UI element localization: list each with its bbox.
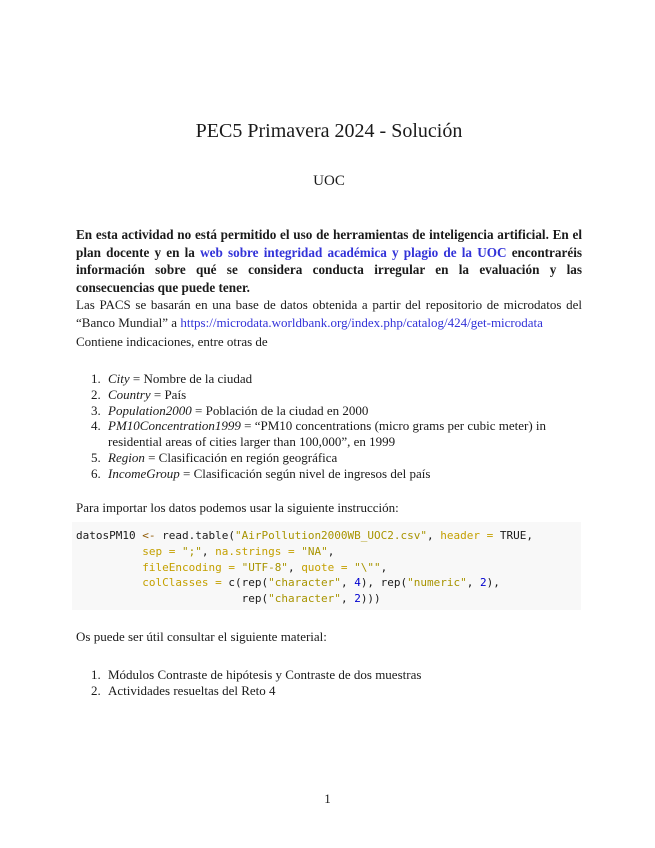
code-token: quote = bbox=[301, 560, 348, 574]
notice-text-before: En esta actividad no está permitido el uso de herramientas de inteligencia artificial. En el plan docente y en la bbox=[76, 227, 582, 260]
code-token: "NA" bbox=[294, 544, 328, 558]
list-number: 4. bbox=[91, 418, 101, 434]
list-number: 1. bbox=[91, 371, 101, 386]
code-token: c(rep( bbox=[221, 576, 269, 590]
code-token: na.strings = bbox=[215, 544, 295, 558]
variable-name: Population2000 bbox=[108, 402, 192, 418]
code-token: , bbox=[340, 592, 355, 606]
variable-name: City bbox=[108, 371, 130, 386]
page-number: 1 bbox=[324, 791, 331, 806]
list-item bbox=[76, 450, 582, 466]
variable-desc: = Nombre de la ciudad bbox=[129, 371, 253, 386]
code-token: read.table( bbox=[162, 529, 235, 542]
code-token bbox=[76, 576, 142, 589]
variable-name: Region bbox=[108, 449, 145, 465]
data-source-text: Las PACS se basarán en una base de datos obtenida a partir del repositorio de microdatos del “Banco Mundial” a bbox=[76, 297, 582, 330]
import-intro: Para importar los datos podemos usar la siguiente instrucción: bbox=[76, 500, 399, 515]
code-token bbox=[76, 592, 242, 605]
integrity-notice bbox=[76, 226, 582, 296]
integrity-link[interactable]: web sobre integridad académica y plagio de la UOC bbox=[200, 244, 507, 260]
code-token: "character" bbox=[268, 576, 341, 590]
code-token bbox=[76, 561, 142, 574]
variable-desc: = Clasificación en región geográfica bbox=[144, 449, 338, 465]
variable-desc: = Población de la ciudad en 2000 bbox=[191, 402, 369, 418]
code-token: 2 bbox=[480, 576, 487, 590]
code-token: fileEncoding = bbox=[142, 560, 235, 574]
list-item bbox=[76, 466, 582, 482]
code-token: 4 bbox=[354, 576, 361, 590]
list-item bbox=[76, 683, 582, 699]
code-token: "UTF-8" bbox=[234, 560, 288, 574]
worldbank-link[interactable]: https://microdata.worldbank.org/index.php/catalog/424/get-microdata bbox=[180, 314, 543, 330]
code-token: <- bbox=[135, 529, 163, 542]
code-token: ";" bbox=[175, 544, 202, 558]
notice-text-after: encontraréis información sobre qué se considera conducta irregular en la evaluación y las consecuencias que puede tener. bbox=[76, 244, 583, 295]
code-token: "character" bbox=[268, 592, 341, 606]
code-token: ), rep( bbox=[360, 576, 408, 590]
variable-desc: = País bbox=[150, 386, 187, 402]
list-item bbox=[76, 403, 582, 419]
list-number: 3. bbox=[91, 402, 101, 418]
code-token: "\"" bbox=[347, 560, 381, 574]
code-token: TRUE, bbox=[493, 529, 534, 542]
variable-name: IncomeGroup bbox=[108, 465, 180, 481]
code-block bbox=[72, 522, 581, 610]
code-token: ), bbox=[486, 576, 500, 590]
list-number: 6. bbox=[91, 465, 101, 481]
code-token: sep = bbox=[142, 544, 176, 558]
data-source-paragraph bbox=[76, 296, 582, 331]
code-token bbox=[76, 545, 142, 558]
code-token: , bbox=[287, 560, 302, 574]
variable-desc: = “PM10 concentrations (micro grams per cubic meter) in residential areas of cities larger than 100,000”, en 1999 bbox=[108, 418, 547, 450]
code-token: , bbox=[340, 576, 355, 590]
variables-list bbox=[76, 371, 582, 482]
code-token: ))) bbox=[360, 592, 381, 606]
list-item bbox=[76, 371, 582, 387]
list-number: 2. bbox=[91, 386, 101, 402]
list-number: 5. bbox=[91, 449, 101, 465]
variable-name: Country bbox=[108, 386, 151, 402]
code-token: "numeric" bbox=[407, 576, 467, 590]
code-token: colClasses = bbox=[142, 576, 222, 590]
material-text: Módulos Contraste de hipótesis y Contraste de dos muestras bbox=[108, 667, 422, 682]
code-token: 2 bbox=[354, 592, 361, 606]
code-token: rep( bbox=[241, 592, 269, 606]
list-item bbox=[76, 667, 582, 683]
code-token: , bbox=[327, 544, 335, 558]
code-token: , bbox=[201, 544, 216, 558]
materials-intro: Os puede ser útil consultar el siguiente material: bbox=[76, 629, 327, 644]
document-title: PEC5 Primavera 2024 - Solución bbox=[195, 120, 463, 142]
list-item bbox=[76, 387, 582, 403]
code-token: , bbox=[380, 560, 388, 574]
code-token: "AirPollution2000WB_UOC2.csv" bbox=[234, 529, 428, 542]
code-token: , bbox=[466, 576, 481, 590]
list-item bbox=[76, 418, 582, 450]
code-token: header = bbox=[440, 529, 494, 542]
contents-intro: Contiene indicaciones, entre otras de bbox=[76, 334, 268, 349]
list-number: 1. bbox=[91, 667, 101, 682]
list-number: 2. bbox=[91, 682, 101, 698]
variable-desc: = Clasificación según nivel de ingresos del país bbox=[179, 465, 431, 481]
variable-name: PM10Concentration1999 bbox=[108, 418, 241, 434]
materials-list bbox=[76, 667, 582, 699]
material-text: Actividades resueltas del Reto 4 bbox=[108, 682, 276, 698]
document-author: UOC bbox=[313, 173, 345, 189]
code-token: , bbox=[427, 529, 441, 542]
code-token: datosPM10 bbox=[76, 529, 136, 542]
